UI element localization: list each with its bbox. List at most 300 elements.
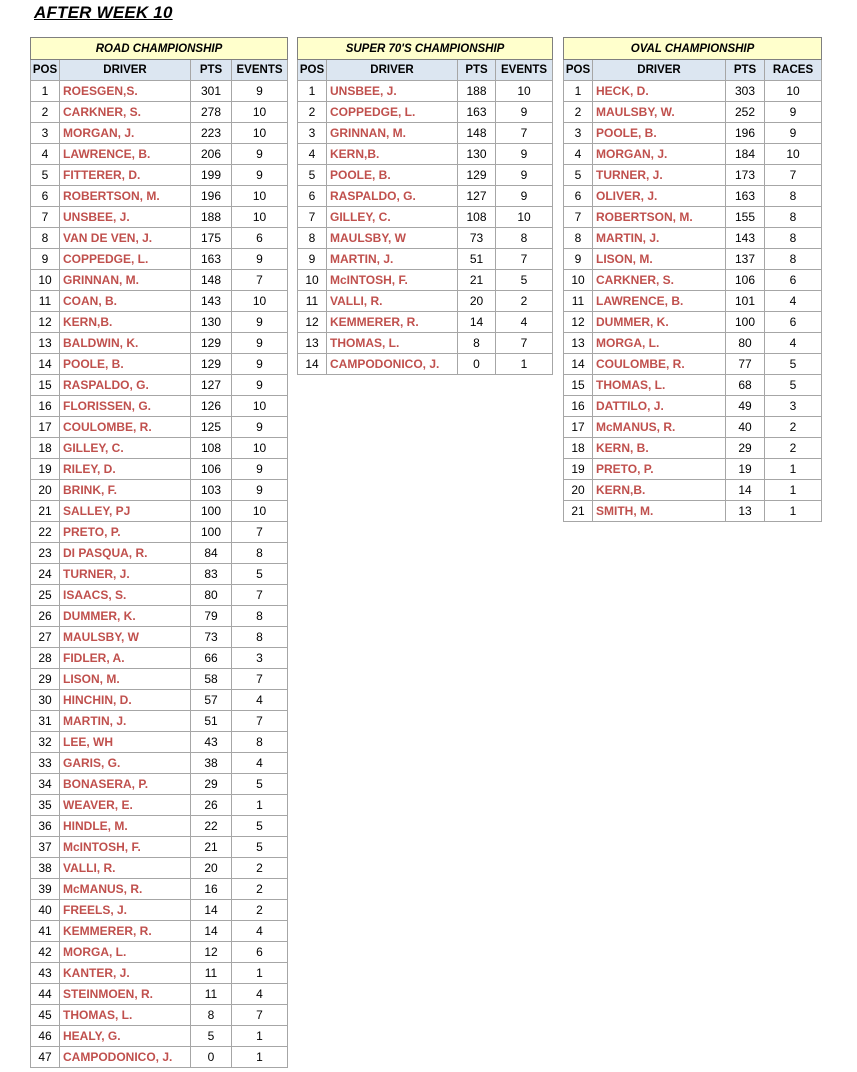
events-cell: 9 xyxy=(232,144,288,165)
table-row xyxy=(564,165,822,186)
table-row xyxy=(31,207,288,228)
driver-cell: TURNER, J. xyxy=(593,165,726,186)
table-row xyxy=(564,228,822,249)
driver-cell: GRINNAN, M. xyxy=(60,270,191,291)
driver-cell: VAN DE VEN, J. xyxy=(60,228,191,249)
events-cell: 5 xyxy=(232,774,288,795)
table-row xyxy=(298,312,553,333)
table-row xyxy=(298,249,553,270)
table-row xyxy=(31,858,288,879)
driver-cell: THOMAS, L. xyxy=(593,375,726,396)
points-cell: 252 xyxy=(726,102,765,123)
driver-cell: McINTOSH, F. xyxy=(60,837,191,858)
events-cell: 7 xyxy=(232,270,288,291)
events-cell: 8 xyxy=(765,207,822,228)
position-cell: 2 xyxy=(564,102,593,123)
table-row xyxy=(31,186,288,207)
position-cell: 37 xyxy=(31,837,60,858)
points-cell: 173 xyxy=(726,165,765,186)
table-row xyxy=(31,1005,288,1026)
position-cell: 10 xyxy=(564,270,593,291)
table-row xyxy=(564,480,822,501)
events-cell: 10 xyxy=(765,81,822,102)
driver-cell: MAULSBY, W xyxy=(60,627,191,648)
table-row xyxy=(298,333,553,354)
position-cell: 9 xyxy=(564,249,593,270)
points-cell: 188 xyxy=(458,81,496,102)
events-cell: 8 xyxy=(765,249,822,270)
driver-cell: POOLE, B. xyxy=(327,165,458,186)
column-header-events: EVENTS xyxy=(496,60,553,81)
table-row xyxy=(298,123,553,144)
road-championship-table xyxy=(30,37,288,1068)
table-row xyxy=(564,333,822,354)
points-cell: 79 xyxy=(191,606,232,627)
points-cell: 127 xyxy=(191,375,232,396)
driver-cell: UNSBEE, J. xyxy=(327,81,458,102)
points-cell: 129 xyxy=(191,333,232,354)
driver-cell: MAULSBY, W. xyxy=(593,102,726,123)
column-header-pos: POS xyxy=(564,60,593,81)
driver-cell: MORGA, L. xyxy=(60,942,191,963)
position-cell: 42 xyxy=(31,942,60,963)
events-cell: 9 xyxy=(496,102,553,123)
column-header-pts: PTS xyxy=(191,60,232,81)
driver-cell: KEMMERER, R. xyxy=(60,921,191,942)
position-cell: 15 xyxy=(564,375,593,396)
events-cell: 2 xyxy=(765,438,822,459)
position-cell: 46 xyxy=(31,1026,60,1047)
events-cell: 10 xyxy=(232,186,288,207)
driver-cell: ROESGEN,S. xyxy=(60,81,191,102)
events-cell: 10 xyxy=(496,81,553,102)
position-cell: 38 xyxy=(31,858,60,879)
driver-cell: COULOMBE, R. xyxy=(60,417,191,438)
points-cell: 83 xyxy=(191,564,232,585)
column-header-driver: DRIVER xyxy=(327,60,458,81)
position-cell: 34 xyxy=(31,774,60,795)
points-cell: 303 xyxy=(726,81,765,102)
driver-cell: TURNER, J. xyxy=(60,564,191,585)
table-row xyxy=(564,207,822,228)
table-row xyxy=(564,102,822,123)
events-cell: 10 xyxy=(232,501,288,522)
position-cell: 4 xyxy=(31,144,60,165)
events-cell: 1 xyxy=(765,501,822,522)
position-cell: 4 xyxy=(564,144,593,165)
events-cell: 10 xyxy=(496,207,553,228)
points-cell: 108 xyxy=(191,438,232,459)
points-cell: 14 xyxy=(191,900,232,921)
table-row xyxy=(31,690,288,711)
events-cell: 1 xyxy=(496,354,553,375)
position-cell: 5 xyxy=(31,165,60,186)
position-cell: 21 xyxy=(564,501,593,522)
driver-cell: KANTER, J. xyxy=(60,963,191,984)
driver-cell: KERN, B. xyxy=(593,438,726,459)
events-cell: 9 xyxy=(232,480,288,501)
position-cell: 29 xyxy=(31,669,60,690)
driver-cell: POOLE, B. xyxy=(593,123,726,144)
position-cell: 10 xyxy=(298,270,327,291)
events-cell: 9 xyxy=(765,123,822,144)
points-cell: 143 xyxy=(726,228,765,249)
table-row xyxy=(564,144,822,165)
position-cell: 1 xyxy=(31,81,60,102)
events-cell: 6 xyxy=(765,270,822,291)
points-cell: 16 xyxy=(191,879,232,900)
table-row xyxy=(31,753,288,774)
points-cell: 188 xyxy=(191,207,232,228)
driver-cell: KEMMERER, R. xyxy=(327,312,458,333)
driver-cell: GRINNAN, M. xyxy=(327,123,458,144)
table-row xyxy=(31,354,288,375)
driver-cell: KERN,B. xyxy=(327,144,458,165)
position-cell: 18 xyxy=(31,438,60,459)
table-row xyxy=(31,102,288,123)
events-cell: 10 xyxy=(232,207,288,228)
driver-cell: LISON, M. xyxy=(593,249,726,270)
table-row xyxy=(564,375,822,396)
driver-cell: RASPALDO, G. xyxy=(327,186,458,207)
driver-cell: RASPALDO, G. xyxy=(60,375,191,396)
driver-cell: DUMMER, K. xyxy=(593,312,726,333)
driver-cell: COPPEDGE, L. xyxy=(60,249,191,270)
position-cell: 14 xyxy=(298,354,327,375)
driver-cell: ISAACS, S. xyxy=(60,585,191,606)
driver-cell: ROBERTSON, M. xyxy=(593,207,726,228)
table-row xyxy=(31,312,288,333)
driver-cell: FIDLER, A. xyxy=(60,648,191,669)
events-cell: 7 xyxy=(496,123,553,144)
points-cell: 80 xyxy=(191,585,232,606)
position-cell: 40 xyxy=(31,900,60,921)
table-row xyxy=(31,1047,288,1068)
table-row xyxy=(564,459,822,480)
events-cell: 2 xyxy=(765,417,822,438)
table-row xyxy=(31,81,288,102)
events-cell: 7 xyxy=(496,249,553,270)
table-row xyxy=(31,879,288,900)
events-cell: 4 xyxy=(765,333,822,354)
events-cell: 5 xyxy=(765,375,822,396)
events-cell: 8 xyxy=(232,627,288,648)
table-row xyxy=(31,522,288,543)
position-cell: 19 xyxy=(564,459,593,480)
events-cell: 1 xyxy=(765,480,822,501)
events-cell: 10 xyxy=(232,291,288,312)
points-cell: 22 xyxy=(191,816,232,837)
table-title: OVAL CHAMPIONSHIP xyxy=(564,38,822,60)
table-row xyxy=(31,375,288,396)
driver-cell: COAN, B. xyxy=(60,291,191,312)
column-header-races: RACES xyxy=(765,60,822,81)
position-cell: 32 xyxy=(31,732,60,753)
events-cell: 9 xyxy=(232,459,288,480)
table-title: SUPER 70'S CHAMPIONSHIP xyxy=(298,38,553,60)
driver-cell: MORGAN, J. xyxy=(60,123,191,144)
events-cell: 5 xyxy=(765,354,822,375)
driver-cell: THOMAS, L. xyxy=(60,1005,191,1026)
points-cell: 0 xyxy=(191,1047,232,1068)
column-header-events: EVENTS xyxy=(232,60,288,81)
driver-cell: FLORISSEN, G. xyxy=(60,396,191,417)
points-cell: 301 xyxy=(191,81,232,102)
position-cell: 21 xyxy=(31,501,60,522)
page-title: AFTER WEEK 10 xyxy=(34,3,173,22)
position-cell: 41 xyxy=(31,921,60,942)
events-cell: 9 xyxy=(232,81,288,102)
driver-cell: PRETO, P. xyxy=(60,522,191,543)
table-body xyxy=(564,81,822,522)
points-cell: 100 xyxy=(191,522,232,543)
points-cell: 103 xyxy=(191,480,232,501)
events-cell: 8 xyxy=(765,228,822,249)
table-row xyxy=(31,543,288,564)
position-cell: 2 xyxy=(298,102,327,123)
driver-cell: LEE, WH xyxy=(60,732,191,753)
driver-cell: COULOMBE, R. xyxy=(593,354,726,375)
table-row xyxy=(298,165,553,186)
points-cell: 13 xyxy=(726,501,765,522)
events-cell: 6 xyxy=(232,228,288,249)
table-row xyxy=(31,984,288,1005)
events-cell: 9 xyxy=(232,375,288,396)
position-cell: 6 xyxy=(31,186,60,207)
driver-cell: HINCHIN, D. xyxy=(60,690,191,711)
driver-cell: FITTERER, D. xyxy=(60,165,191,186)
position-cell: 19 xyxy=(31,459,60,480)
table-row xyxy=(31,333,288,354)
points-cell: 29 xyxy=(726,438,765,459)
events-cell: 2 xyxy=(496,291,553,312)
events-cell: 2 xyxy=(232,900,288,921)
position-cell: 36 xyxy=(31,816,60,837)
position-cell: 7 xyxy=(564,207,593,228)
driver-cell: LAWRENCE, B. xyxy=(593,291,726,312)
points-cell: 51 xyxy=(191,711,232,732)
position-cell: 27 xyxy=(31,627,60,648)
points-cell: 19 xyxy=(726,459,765,480)
events-cell: 1 xyxy=(232,963,288,984)
position-cell: 12 xyxy=(31,312,60,333)
events-cell: 1 xyxy=(232,795,288,816)
points-cell: 21 xyxy=(458,270,496,291)
table-row xyxy=(31,921,288,942)
position-cell: 8 xyxy=(31,228,60,249)
position-cell: 28 xyxy=(31,648,60,669)
points-cell: 0 xyxy=(458,354,496,375)
events-cell: 9 xyxy=(496,165,553,186)
table-row xyxy=(564,438,822,459)
points-cell: 8 xyxy=(458,333,496,354)
events-cell: 2 xyxy=(232,858,288,879)
table-row xyxy=(31,417,288,438)
table-row xyxy=(298,102,553,123)
driver-cell: GARIS, G. xyxy=(60,753,191,774)
position-cell: 3 xyxy=(31,123,60,144)
driver-cell: McMANUS, R. xyxy=(60,879,191,900)
points-cell: 100 xyxy=(726,312,765,333)
events-cell: 4 xyxy=(232,984,288,1005)
table-row xyxy=(31,501,288,522)
events-cell: 4 xyxy=(232,753,288,774)
column-header-driver: DRIVER xyxy=(60,60,191,81)
table-row xyxy=(31,963,288,984)
table-row xyxy=(31,564,288,585)
points-cell: 100 xyxy=(191,501,232,522)
events-cell: 1 xyxy=(765,459,822,480)
table-row xyxy=(298,270,553,291)
position-cell: 11 xyxy=(31,291,60,312)
events-cell: 10 xyxy=(232,123,288,144)
table-row xyxy=(31,1026,288,1047)
oval-championship-table xyxy=(563,37,822,522)
table-row xyxy=(564,396,822,417)
events-cell: 3 xyxy=(765,396,822,417)
events-cell: 9 xyxy=(232,249,288,270)
table-row xyxy=(31,165,288,186)
events-cell: 5 xyxy=(496,270,553,291)
position-cell: 14 xyxy=(564,354,593,375)
points-cell: 163 xyxy=(191,249,232,270)
position-cell: 12 xyxy=(564,312,593,333)
points-cell: 14 xyxy=(191,921,232,942)
driver-cell: BALDWIN, K. xyxy=(60,333,191,354)
points-cell: 26 xyxy=(191,795,232,816)
table-row xyxy=(564,354,822,375)
driver-cell: KERN,B. xyxy=(593,480,726,501)
points-cell: 223 xyxy=(191,123,232,144)
driver-cell: FREELS, J. xyxy=(60,900,191,921)
driver-cell: CARKNER, S. xyxy=(60,102,191,123)
events-cell: 9 xyxy=(232,354,288,375)
points-cell: 196 xyxy=(191,186,232,207)
table-row xyxy=(31,816,288,837)
table-row xyxy=(31,585,288,606)
points-cell: 108 xyxy=(458,207,496,228)
table-row xyxy=(31,795,288,816)
points-cell: 11 xyxy=(191,984,232,1005)
events-cell: 4 xyxy=(765,291,822,312)
driver-cell: GILLEY, C. xyxy=(60,438,191,459)
table-row xyxy=(564,123,822,144)
driver-cell: GILLEY, C. xyxy=(327,207,458,228)
table-row xyxy=(31,732,288,753)
driver-cell: HEALY, G. xyxy=(60,1026,191,1047)
table-row xyxy=(31,228,288,249)
table-title: ROAD CHAMPIONSHIP xyxy=(31,38,288,60)
table-body xyxy=(298,81,553,375)
driver-cell: ROBERTSON, M. xyxy=(60,186,191,207)
table-row xyxy=(298,291,553,312)
points-cell: 163 xyxy=(726,186,765,207)
position-cell: 30 xyxy=(31,690,60,711)
points-cell: 77 xyxy=(726,354,765,375)
points-cell: 68 xyxy=(726,375,765,396)
events-cell: 9 xyxy=(496,186,553,207)
table-row xyxy=(31,627,288,648)
points-cell: 38 xyxy=(191,753,232,774)
driver-cell: MAULSBY, W xyxy=(327,228,458,249)
driver-cell: LAWRENCE, B. xyxy=(60,144,191,165)
position-cell: 15 xyxy=(31,375,60,396)
position-cell: 35 xyxy=(31,795,60,816)
points-cell: 73 xyxy=(458,228,496,249)
events-cell: 8 xyxy=(496,228,553,249)
position-cell: 11 xyxy=(564,291,593,312)
position-cell: 8 xyxy=(298,228,327,249)
events-cell: 7 xyxy=(496,333,553,354)
events-cell: 10 xyxy=(765,144,822,165)
table-row xyxy=(31,900,288,921)
points-cell: 206 xyxy=(191,144,232,165)
position-cell: 43 xyxy=(31,963,60,984)
events-cell: 2 xyxy=(232,879,288,900)
points-cell: 129 xyxy=(458,165,496,186)
events-cell: 7 xyxy=(232,669,288,690)
table-row xyxy=(31,648,288,669)
position-cell: 13 xyxy=(298,333,327,354)
points-cell: 143 xyxy=(191,291,232,312)
events-cell: 7 xyxy=(232,522,288,543)
points-cell: 11 xyxy=(191,963,232,984)
events-cell: 9 xyxy=(496,144,553,165)
driver-cell: COPPEDGE, L. xyxy=(327,102,458,123)
table-row xyxy=(31,459,288,480)
events-cell: 6 xyxy=(765,312,822,333)
table-row xyxy=(31,711,288,732)
position-cell: 17 xyxy=(31,417,60,438)
position-cell: 23 xyxy=(31,543,60,564)
position-cell: 11 xyxy=(298,291,327,312)
table-row xyxy=(564,417,822,438)
position-cell: 22 xyxy=(31,522,60,543)
position-cell: 45 xyxy=(31,1005,60,1026)
table-row xyxy=(298,354,553,375)
table-row xyxy=(564,81,822,102)
driver-cell: SMITH, M. xyxy=(593,501,726,522)
events-cell: 8 xyxy=(765,186,822,207)
driver-cell: HECK, D. xyxy=(593,81,726,102)
position-cell: 5 xyxy=(298,165,327,186)
events-cell: 9 xyxy=(232,333,288,354)
events-cell: 1 xyxy=(232,1026,288,1047)
events-cell: 5 xyxy=(232,564,288,585)
driver-cell: THOMAS, L. xyxy=(327,333,458,354)
driver-cell: UNSBEE, J. xyxy=(60,207,191,228)
events-cell: 6 xyxy=(232,942,288,963)
events-cell: 7 xyxy=(232,1005,288,1026)
position-cell: 13 xyxy=(31,333,60,354)
events-cell: 8 xyxy=(232,543,288,564)
position-cell: 24 xyxy=(31,564,60,585)
column-header-driver: DRIVER xyxy=(593,60,726,81)
position-cell: 8 xyxy=(564,228,593,249)
points-cell: 5 xyxy=(191,1026,232,1047)
driver-cell: LISON, M. xyxy=(60,669,191,690)
driver-cell: CAMPODONICO, J. xyxy=(60,1047,191,1068)
driver-cell: RILEY, D. xyxy=(60,459,191,480)
position-cell: 16 xyxy=(564,396,593,417)
events-cell: 8 xyxy=(232,732,288,753)
points-cell: 43 xyxy=(191,732,232,753)
events-cell: 7 xyxy=(765,165,822,186)
points-cell: 278 xyxy=(191,102,232,123)
driver-cell: MARTIN, J. xyxy=(593,228,726,249)
events-cell: 4 xyxy=(232,690,288,711)
driver-cell: STEINMOEN, R. xyxy=(60,984,191,1005)
